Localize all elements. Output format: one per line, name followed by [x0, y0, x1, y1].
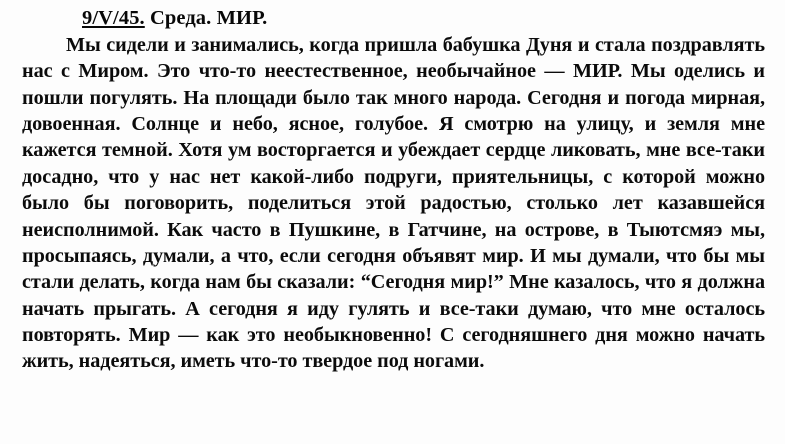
entry-heading: [22, 6, 767, 31]
paragraph-text: Мы сидели и занимались, когда пришла бабушка Дуня и стала поздравлять нас с Миром. Это что-то неестественное, необычайное — МИР. Мы оделись и пошли погулять. На площади было так много народа. Сегодня и погода мирная, довоенная. Солнце и небо, ясное, голубое. Я смотрю на улицу, и земля мне кажется темной. Хотя ум восторгается и убеждает сердце ликовать, мне все-таки досадно, что у нас нет какой-либо подруги, приятельницы, с которой можно было бы поговорить, поделиться этой радостью, столько лет казавшейся неисполнимой. Как часто в Пушкине, в Гатчине, на острове, в Тыютсмяэ мы, просыпаясь, думали, а что, если сегодня объявят мир. И мы думали, что бы мы стали делать, когда нам бы сказали: “Сегодня мир!” Мне казалось, что я должна начать прыгать. А сегодня я иду гулять и все-таки думаю, что мне осталось повторять. Мир — как это необыкновенно! С сегодняшнего дня можно начать жить, надеяться, иметь что-то твердое под ногами.: [22, 34, 765, 373]
entry-date: 9/V/45.: [82, 7, 145, 29]
entry-heading-rest: Среда. МИР.: [144, 7, 268, 29]
entry-paragraph: [22, 32, 767, 375]
